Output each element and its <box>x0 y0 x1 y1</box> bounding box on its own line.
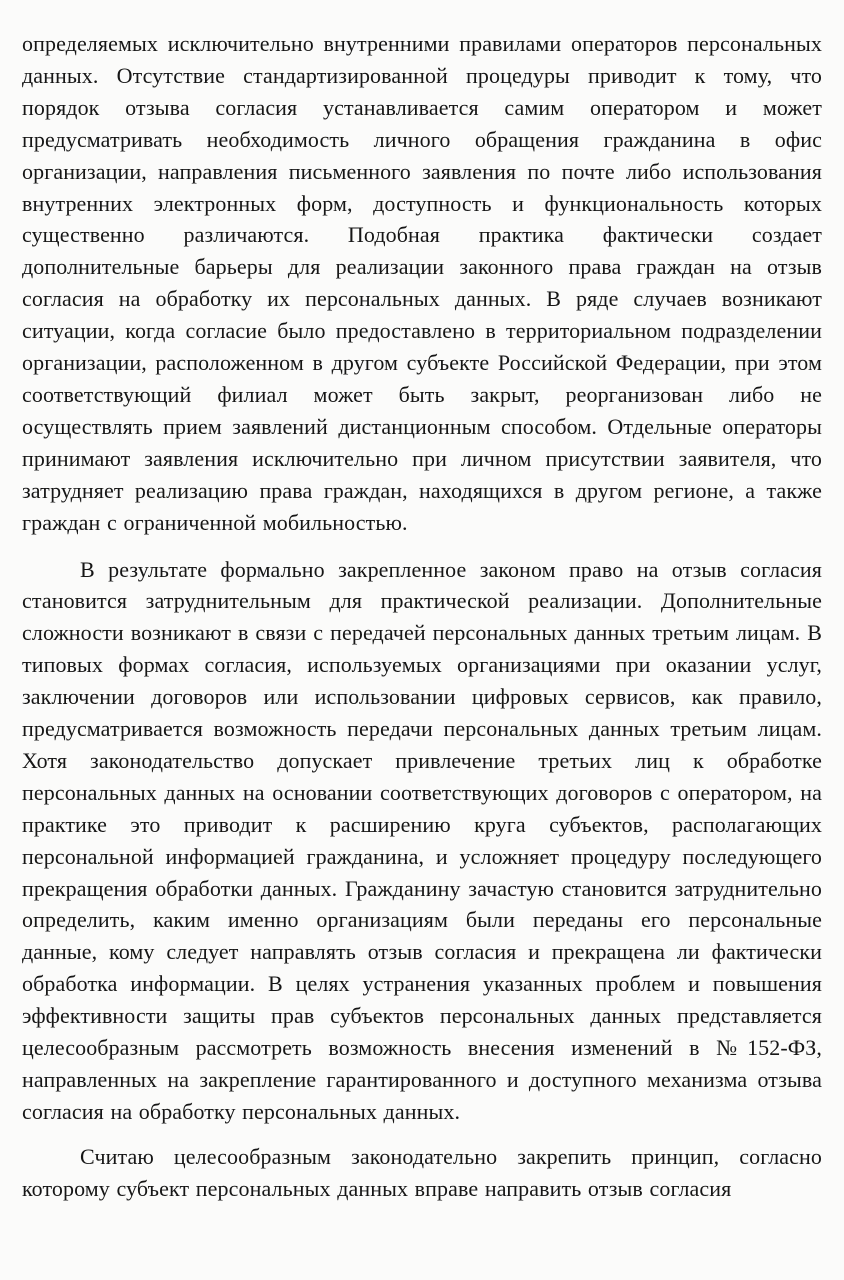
paragraph-result: В результате формально закрепленное законом право на отзыв согласия становится затруднительным для практической реализации. Дополнительные сложности возникают в связи с передачей персональных данных третьим лицам. В типовых формах согласия, используемых организациями при оказании услуг, заключении договоров или использовании цифровых сервисов, как правило, предусматривается возможность передачи персональных данных третьим лицам. Хотя законодательство допускает привлечение третьих лиц к обработке персональных данных на основании соответствующих договоров с оператором, на практике это приводит к расширению круга субъектов, располагающих персональной информацией гражданина, и усложняет процедуру последующего прекращения обработки данных. Гражданину зачастую становится затруднительно определить, каким именно организациям были переданы его персональные данные, кому следует направлять отзыв согласия и прекращена ли фактически обработка информации. В целях устранения указанных проблем и повышения эффективности защиты прав субъектов персональных данных представляется целесообразным рассмотреть возможность внесения изменений в №152-ФЗ, направленных на закрепление гарантированного и доступного механизма отзыва согласия на обработку персональных данных. <box>22 556 822 1124</box>
paragraph-proposal: Считаю целесообразным законодательно закрепить принцип, согласно которому субъект персональных данных вправе направить отзыв согласия <box>22 1143 822 1201</box>
paragraph-continuation: определяемых исключительно внутренними правилами операторов персональных данных. Отсутствие стандартизированной процедуры приводит к тому, что порядок отзыва согласия устанавливается самим оператором и может предусматривать необходимость личного обращения гражданина в офис организации, направления письменного заявления по почте либо использования внутренних электронных форм, доступность и функциональность которых существенно различаются. Подобная практика фактически создает дополнительные барьеры для реализации законного права граждан на отзыв согласия на обработку их персональных данных. В ряде случаев возникают ситуации, когда согласие было предоставлено в территориальном подразделении организации, расположенном в другом субъекте Российской Федерации, при этом соответствующий филиал может быть закрыт, реорганизован либо не осуществлять прием заявлений дистанционным способом. Отдельные операторы принимают заявления исключительно при личном присутствии заявителя, что затрудняет реализацию права граждан, находящихся в другом регионе, а также граждан с ограниченной мобильностью. <box>22 31 822 535</box>
